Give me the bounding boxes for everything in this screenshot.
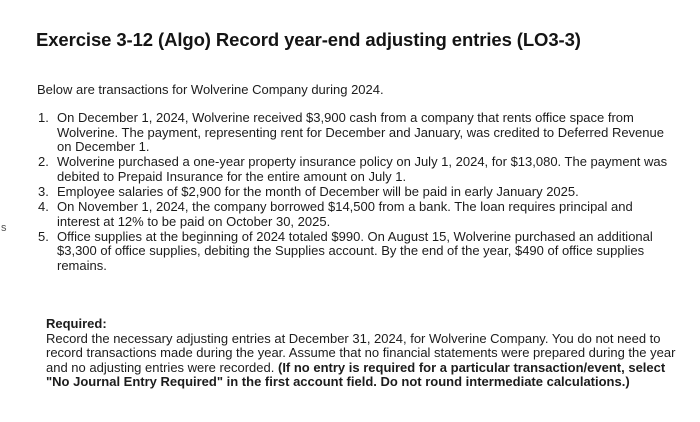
transaction-number: 5. <box>38 228 49 244</box>
transaction-number: 4. <box>38 199 49 215</box>
required-section <box>46 317 676 390</box>
transaction-text: Office supplies at the beginning of 2024 totaled $990. On August 15, Wolverine purchased an additional $3,300 of office supplies, debiting the Supplies account. By the end of the year, $490 of office supplies remains. <box>57 228 653 273</box>
transaction-item <box>38 155 678 184</box>
transaction-text: Wolverine purchased a one-year property insurance policy on July 1, 2024, for $13,080. The payment was debited to Prepaid Insurance for the entire amount on July 1. <box>57 154 668 184</box>
transaction-text: On November 1, 2024, the company borrowed $14,500 from a bank. The loan requires principal and interest at 12% to be paid on October 30, 2025. <box>57 199 633 229</box>
transaction-text: Employee salaries of $2,900 for the month of December will be paid in early January 2025. <box>57 183 579 199</box>
required-instructions: Record the necessary adjusting entries at December 31, 2024, for Wolverine Company. You do not need to record transactions made during the year. Assume that no financial statements were prepared during the year and no adjusting entries were recorded. <box>46 330 676 375</box>
exercise-title: Exercise 3-12 (Algo) Record year-end adjusting entries (LO3-3) <box>36 29 581 50</box>
transaction-number: 2. <box>38 154 49 170</box>
transaction-item <box>38 111 678 155</box>
transaction-item <box>38 200 678 229</box>
transaction-number: 1. <box>38 110 49 125</box>
transaction-list <box>38 111 678 274</box>
transaction-item <box>38 230 678 274</box>
transaction-item <box>38 185 678 200</box>
intro-text: Below are transactions for Wolverine Company during 2024. <box>37 82 384 97</box>
transaction-number: 3. <box>38 183 49 199</box>
edge-mark: s <box>1 222 7 234</box>
required-heading: Required: <box>46 316 107 331</box>
transaction-text: On December 1, 2024, Wolverine received $3,900 cash from a company that rents office space from Wolverine. The payment, representing rent for December and January, was credited to Deferred Revenue on December 1. <box>57 110 664 155</box>
required-note: (If no entry is required for a particular transaction/event, select "No Journal Entry Required" in the first account field. Do not round intermediate calculations.) <box>46 359 666 390</box>
